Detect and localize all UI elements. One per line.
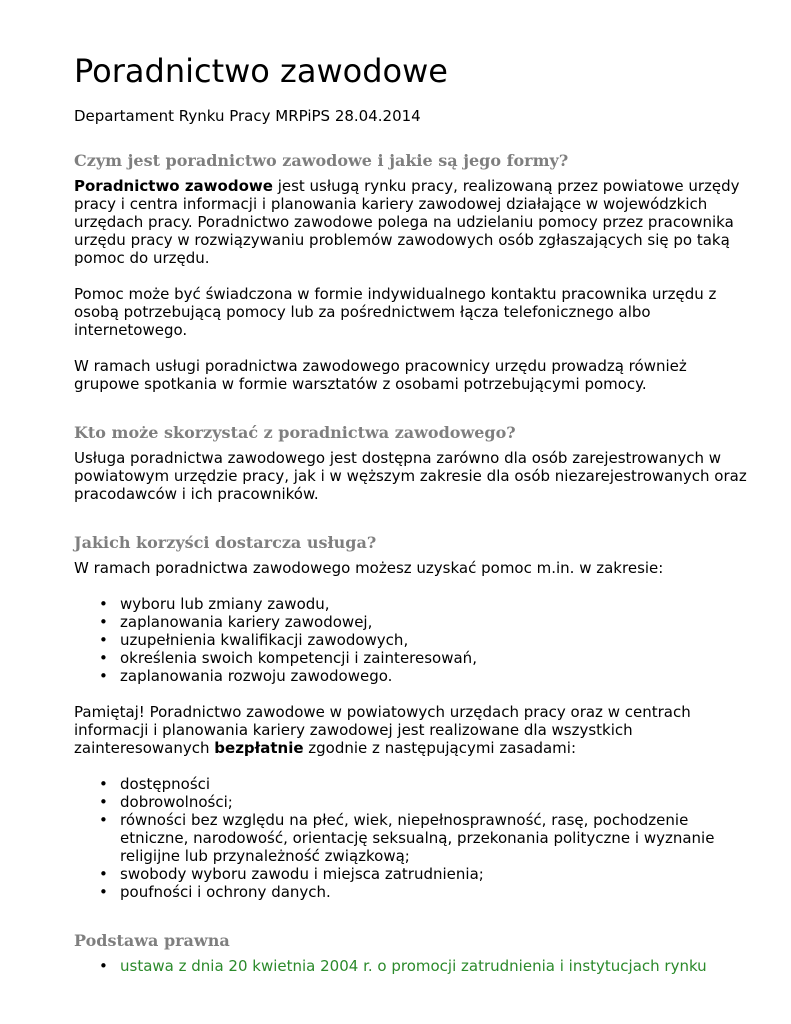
section-heading-who-can: Kto może skorzystać z poradnictwa zawodowego? [74, 423, 516, 442]
list-item: • uzupełnienia kwalifikacji zawodowych, [99, 631, 409, 649]
link-text[interactable]: ustawa z dnia 20 kwietnia 2004 r. o promocji zatrudnienia i instytucjach rynku [120, 957, 707, 975]
bullet: • [99, 865, 108, 883]
list-item: • poufności i ochrony danych. [99, 883, 331, 901]
principles-list [74, 775, 754, 901]
bullet: • [99, 631, 108, 649]
list-item: • określenia swoich kompetencji i zainteresowań, [99, 649, 477, 667]
list-item: • swobody wyboru zawodu i miejsca zatrudnienia; [99, 865, 484, 883]
bullet: • [99, 595, 108, 613]
free-service-note: Pamiętaj! Poradnictwo zawodowe w powiatowych urzędach pracy oraz w centrach informacji i planowania kariery zawodowej jest realizowane dla wszystkich zainteresowanych bezpłatnie zgodnie z następującymi zasadami: [74, 703, 691, 757]
list-item: • równości bez względu na płeć, wiek, niepełnosprawność, rasę, pochodzenie etniczne, narodowość, orientację seksualną, przekonania polityczne i wyznanie religijne lub przynależność związkową; [99, 811, 715, 865]
benefits-list [74, 595, 754, 685]
bullet: • [99, 649, 108, 667]
section-what-is-paragraph-1 [74, 177, 754, 267]
bold-free: bezpłatnie [214, 739, 304, 757]
list-item: • zaplanowania kariery zawodowej, [99, 613, 373, 631]
bullet: • [99, 667, 108, 685]
document-page [74, 0, 754, 975]
list-item: • dobrowolności; [99, 793, 233, 811]
bullet: • [99, 775, 108, 793]
legal-links-list [74, 957, 754, 975]
page-subtitle: Departament Rynku Pracy MRPiPS 28.04.2014 [74, 107, 421, 125]
section-what-is-paragraph-2: Pomoc może być świadczona w formie indywidualnego kontaktu pracownika urzędu z osobą potrzebującą pomocy lub za pośrednictwem łącza telefonicznego albo internetowego. [74, 285, 717, 339]
bullet: • [99, 793, 108, 811]
section-heading-what-is: Czym jest poradnictwo zawodowe i jakie są jego formy? [74, 151, 569, 170]
legal-act-link[interactable] [74, 957, 754, 975]
benefits-intro: W ramach poradnictwa zawodowego możesz uzyskać pomoc m.in. w zakresie: [74, 559, 664, 577]
section-what-is-paragraph-3: W ramach usługi poradnictwa zawodowego pracownicy urzędu prowadzą również grupowe spotkania w formie warsztatów z osobami potrzebującymi pomocy. [74, 357, 687, 393]
list-item: • dostępności [99, 775, 211, 793]
section-heading-benefits: Jakich korzyści dostarcza usługa? [74, 533, 377, 552]
list-item: • zaplanowania rozwoju zawodowego. [99, 667, 393, 685]
bullet: • [99, 883, 108, 901]
section-who-can-paragraph: Usługa poradnictwa zawodowego jest dostępna zarówno dla osób zarejestrowanych w powiatowym urzędzie pracy, jak i w węższym zakresie dla osób niezarejestrowanych oraz pracodawców i ich pracowników. [74, 449, 747, 503]
list-item: • wyboru lub zmiany zawodu, [99, 595, 330, 613]
page-title: Poradnictwo zawodowe [74, 52, 448, 90]
paragraph-text: jest usługą rynku pracy, realizowaną przez powiatowe urzędy pracy i centra informacji i planowania kariery zawodowej działające w wojewódzkich urzędach pracy. Poradnictwo zawodowe polega na udzielaniu pomocy przez pracownika urzędu pracy w rozwiązywaniu problemów zawodowych osób zgłaszających się po taką pomoc do urzędu. [74, 177, 740, 267]
bullet: • [99, 613, 108, 631]
bullet: • [99, 811, 108, 829]
section-heading-legal-basis: Podstawa prawna [74, 931, 230, 950]
bold-term: Poradnictwo zawodowe [74, 177, 273, 195]
bullet: • [99, 957, 108, 975]
